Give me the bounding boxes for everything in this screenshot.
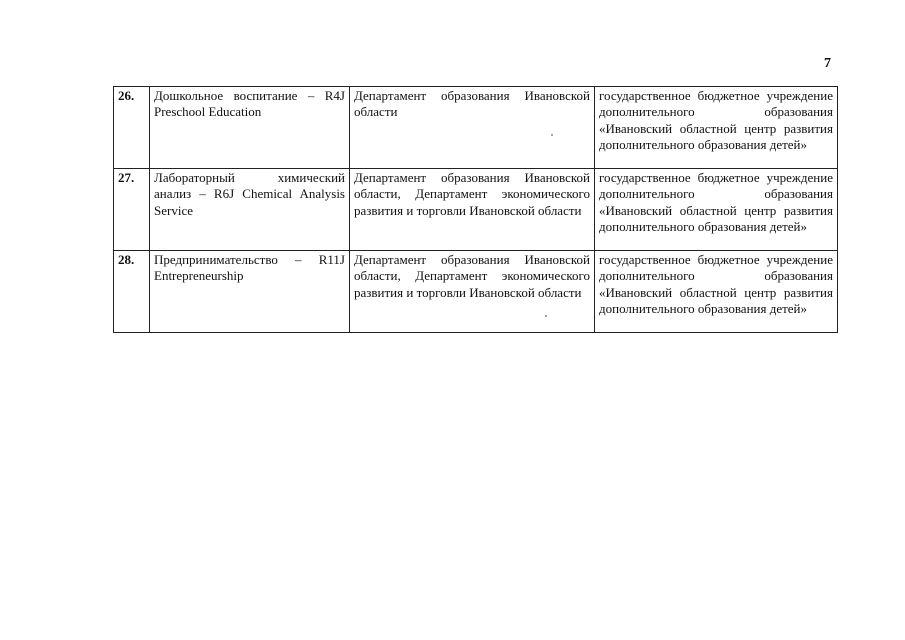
- institution: государственное бюджетное учреждение дополнительного образования «Ивановский областной центр развития дополнительного образования детей»: [595, 251, 838, 333]
- table-row: [114, 169, 838, 251]
- page-number: 7: [824, 56, 831, 71]
- department: Департамент образования Ивановской области, Департамент экономического развития и торговли Ивановской области: [350, 251, 595, 333]
- institution: государственное бюджетное учреждение дополнительного образования «Ивановский областной центр развития дополнительного образования детей»: [595, 169, 838, 251]
- table-row: [114, 87, 838, 169]
- competency-name: Лабораторный химический анализ – R6J Chemical Analysis Service: [150, 169, 350, 251]
- scan-speck: [545, 315, 547, 317]
- row-number: 26.: [114, 87, 150, 169]
- competency-name: Дошкольное воспитание – R4J Preschool Education: [150, 87, 350, 169]
- table-row: [114, 251, 838, 333]
- competency-name: Предпринимательство – R11J Entrepreneurship: [150, 251, 350, 333]
- competencies-table: [113, 86, 838, 333]
- scan-speck: [551, 134, 553, 136]
- row-number: 27.: [114, 169, 150, 251]
- department: Департамент образования Ивановской области, Департамент экономического развития и торговли Ивановской области: [350, 169, 595, 251]
- institution: государственное бюджетное учреждение дополнительного образования «Ивановский областной центр развития дополнительного образования детей»: [595, 87, 838, 169]
- row-number: 28.: [114, 251, 150, 333]
- department: Департамент образования Ивановской области: [350, 87, 595, 169]
